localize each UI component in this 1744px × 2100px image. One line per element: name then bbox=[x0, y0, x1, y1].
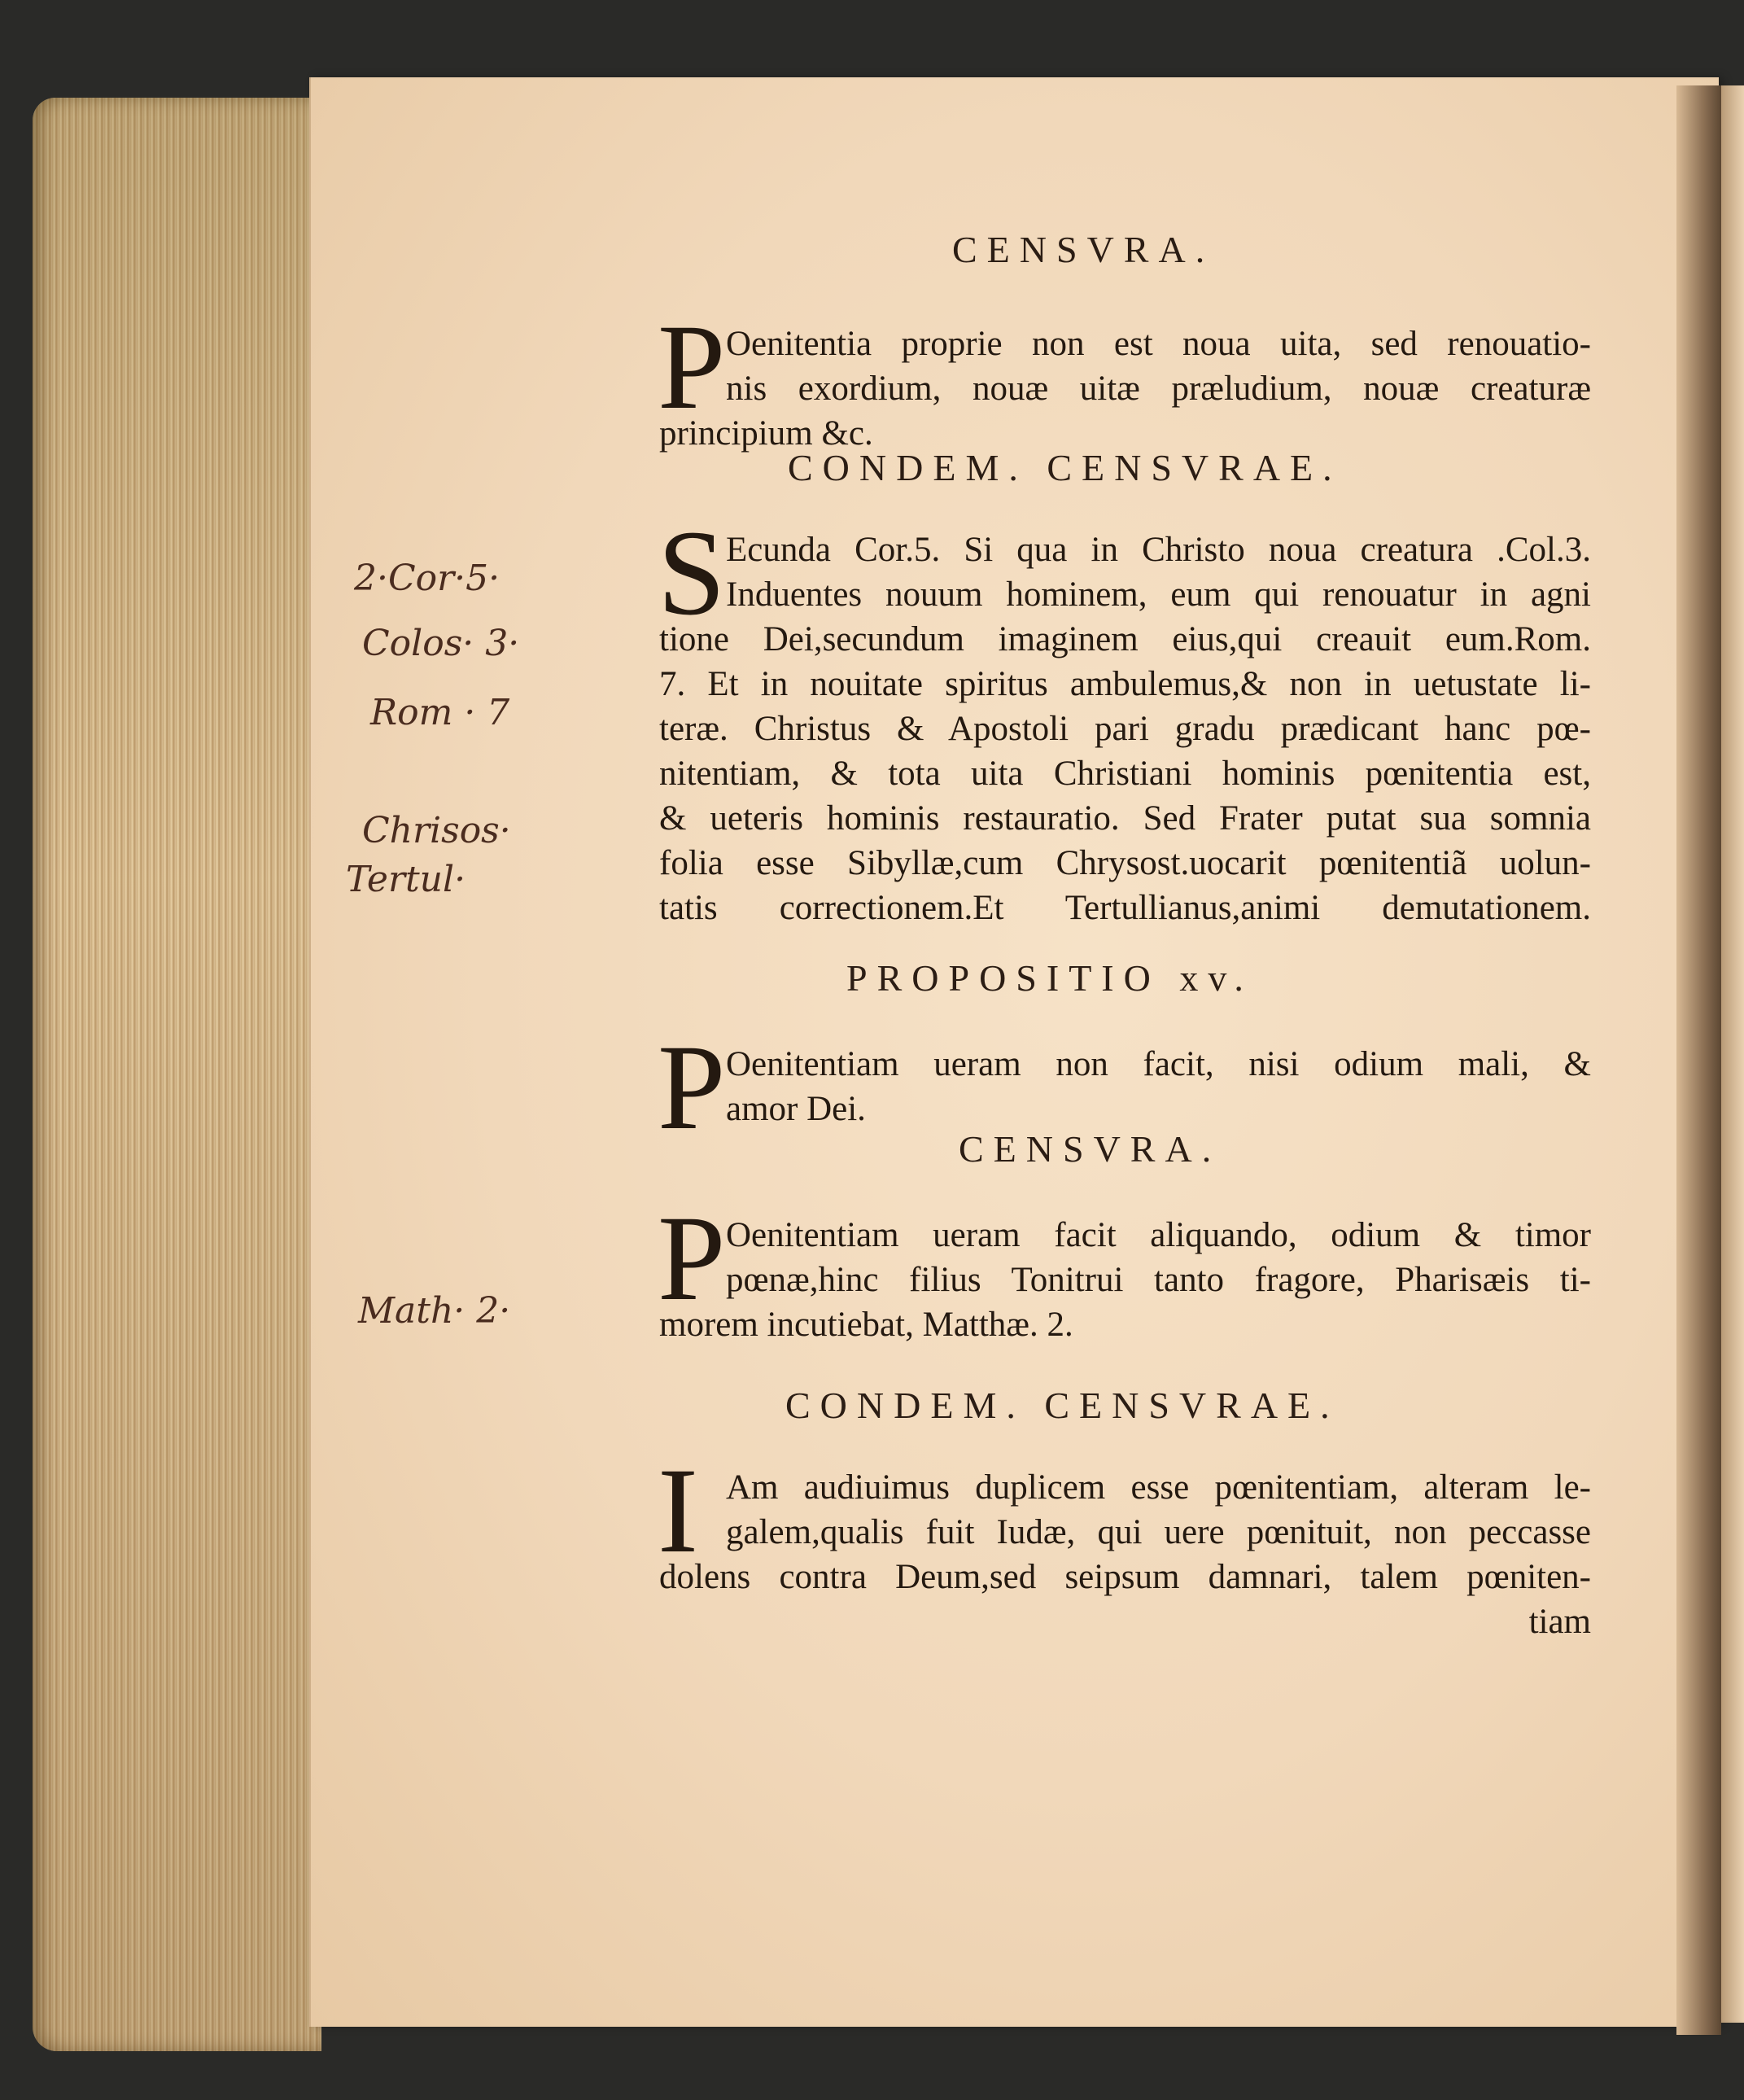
text-line: teræ. Christus & Apostoli pari gradu prædicant hanc pœ- bbox=[659, 710, 1591, 748]
text-line: galem,qualis fuit Iudæ, qui uere pœnituit, non peccasse bbox=[726, 1513, 1591, 1551]
heading-propositio: PROPOSITIO xv. bbox=[846, 957, 1253, 999]
paragraph-5 bbox=[658, 1443, 1591, 1644]
text-line: Am audiuimus duplicem esse pœnitentiam, alteram le- bbox=[726, 1468, 1591, 1507]
text-line: 7. Et in nouitate spiritus ambulemus,& non in uetustate li- bbox=[659, 665, 1591, 703]
drop-cap: P bbox=[658, 300, 726, 435]
text-line: dolens contra Deum,sed seipsum damnari, talem pœniten- bbox=[659, 1558, 1591, 1596]
heading-condem-censurae: CONDEM. CENSVRAE. bbox=[788, 447, 1342, 488]
text-line: morem incutiebat, Matthæ. 2. bbox=[659, 1306, 1073, 1344]
paragraph-1 bbox=[658, 300, 1591, 456]
text-line: tatis correctionem.Et Tertullianus,animi demutationem. bbox=[659, 889, 1591, 927]
catchword: tiam bbox=[1528, 1603, 1591, 1641]
paragraph-4 bbox=[658, 1191, 1591, 1347]
drop-cap: P bbox=[658, 1020, 726, 1155]
text-line: & ueteris hominis restauratio. Sed Frater putat sua somnia bbox=[659, 799, 1591, 838]
text-line: principium &c. bbox=[659, 414, 873, 453]
book-gutter bbox=[1676, 85, 1721, 2035]
drop-cap: P bbox=[658, 1191, 726, 1326]
drop-cap: I bbox=[658, 1443, 698, 1578]
text-line: Oenitentia proprie non est noua uita, sed renouatio- bbox=[726, 325, 1591, 363]
text-line: folia esse Sibyllæ,cum Chrysost.uocarit pœnitentiã uolun- bbox=[659, 844, 1591, 882]
text-line: nis exordium, nouæ uitæ præludium, nouæ creaturæ bbox=[726, 370, 1591, 408]
marginal-note-chrisos: Chrisos· bbox=[362, 810, 511, 851]
text-line: tione Dei,secundum imaginem eius,qui creauit eum.Rom. bbox=[659, 620, 1591, 658]
marginal-note-rom: Rom · 7 bbox=[370, 692, 510, 733]
text-line: Oenitentiam ueram non facit, nisi odium mali, & bbox=[726, 1045, 1591, 1083]
heading-condem-censurae: CONDEM. CENSVRAE. bbox=[785, 1385, 1340, 1426]
text-line: pœnæ,hinc filius Tonitrui tanto fragore, Pharisæis ti- bbox=[726, 1261, 1591, 1299]
text-line: Ecunda Cor.5. Si qua in Christo noua creatura .Col.3. bbox=[726, 531, 1591, 569]
text-line: Induentes nouum hominem, eum qui renouatur in agni bbox=[726, 575, 1591, 614]
marginal-note-cor: 2·Cor·5· bbox=[354, 558, 500, 599]
marginal-note-tertul: Tertul· bbox=[346, 859, 466, 900]
paragraph-2 bbox=[658, 505, 1591, 930]
text-line: amor Dei. bbox=[726, 1090, 866, 1128]
heading-censura: CENSVRA. bbox=[952, 229, 1215, 270]
heading-censura: CENSVRA. bbox=[959, 1128, 1222, 1170]
text-line: Oenitentiam ueram facit aliquando, odium & timor bbox=[726, 1216, 1591, 1254]
marginal-note-math: Math· 2· bbox=[358, 1290, 511, 1332]
marginal-note-colos: Colos· 3· bbox=[362, 623, 520, 664]
page-block-edge bbox=[33, 98, 321, 2051]
facing-page-edge bbox=[1721, 85, 1744, 2023]
text-line: nitentiam, & tota uita Christiani hominis pœnitentia est, bbox=[659, 755, 1591, 793]
drop-cap: S bbox=[658, 505, 726, 641]
